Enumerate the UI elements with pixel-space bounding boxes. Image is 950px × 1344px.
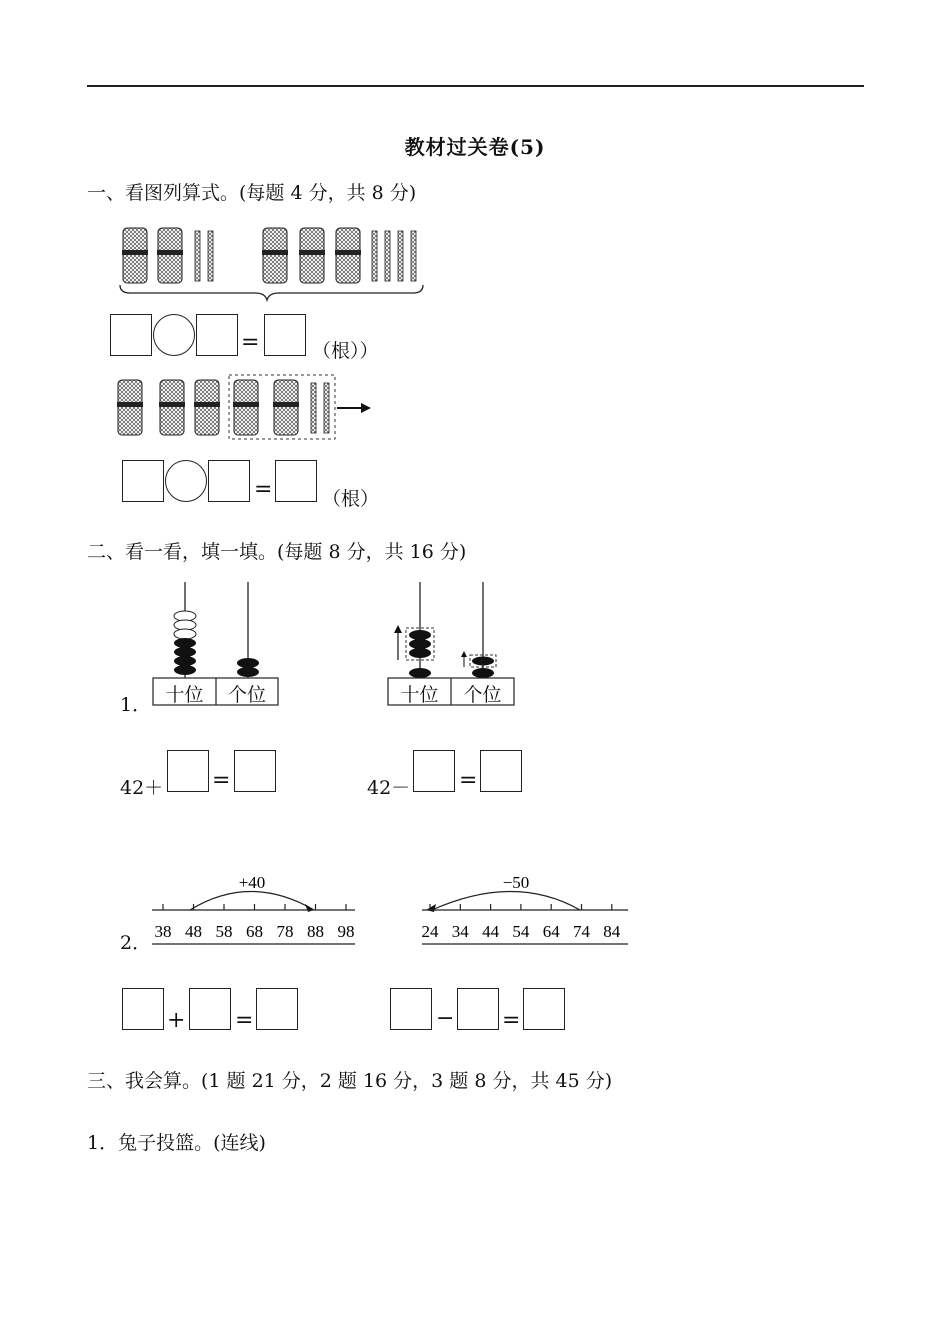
answer-box[interactable] [167, 750, 209, 792]
answer-box[interactable] [122, 988, 164, 1030]
answer-box[interactable] [480, 750, 522, 792]
tick-label: 24 [421, 922, 439, 941]
answer-box[interactable] [122, 460, 164, 502]
question-number: 1． [120, 694, 152, 716]
answer-box[interactable] [457, 988, 499, 1030]
tick-label: 78 [276, 922, 294, 941]
number-line-right [420, 868, 635, 948]
unit-label: （根）） [312, 340, 379, 362]
tens-label: 十位 [165, 684, 204, 706]
section2-heading: 二、看一看，填一填。(每题 8 分，共 16 分) [87, 541, 467, 563]
tick-label: 84 [603, 922, 621, 941]
ones-label: 个位 [463, 684, 502, 706]
question-number: 2． [120, 932, 152, 954]
answer-box[interactable] [196, 314, 238, 356]
tick-label: 98 [337, 922, 355, 941]
tick-label: 44 [482, 922, 500, 941]
answer-box[interactable] [189, 988, 231, 1030]
number-line-left [150, 868, 360, 948]
section1-heading: 一、看图列算式。(每题 4 分，共 8 分) [87, 182, 417, 204]
answer-box[interactable] [256, 988, 298, 1030]
tick-label: 34 [451, 922, 469, 941]
tick-label: 88 [307, 922, 324, 941]
answer-box[interactable] [275, 460, 317, 502]
number-line-label: −50 [502, 873, 530, 892]
tick-label: 54 [512, 922, 530, 941]
operator-circle[interactable] [153, 314, 195, 356]
expression-prefix: 42＋ [120, 777, 164, 799]
answer-box[interactable] [110, 314, 152, 356]
equals-sign: = [502, 1008, 521, 1033]
unit-label: （根） [322, 488, 380, 510]
answer-box[interactable] [413, 750, 455, 792]
equals-sign: = [254, 477, 273, 502]
bundles-picture-2 [115, 373, 395, 448]
answer-box[interactable] [234, 750, 276, 792]
bundles-picture-1 [115, 225, 435, 300]
equals-sign: = [459, 768, 478, 793]
equals-sign: = [212, 768, 231, 793]
operator-circle[interactable] [165, 460, 207, 502]
tick-label: 74 [573, 922, 590, 941]
ones-label: 个位 [227, 684, 266, 706]
expression-prefix: 42－ [367, 777, 411, 799]
section3-heading: 三、我会算。(1 题 21 分，2 题 16 分，3 题 8 分，共 45 分) [87, 1070, 613, 1092]
equals-sign: = [241, 330, 260, 355]
section3-question1: 1．兔子投篮。(连线) [87, 1132, 266, 1154]
plus-sign: + [167, 1008, 186, 1033]
number-line-label: +40 [238, 873, 266, 892]
tick-label: 58 [215, 922, 233, 941]
tick-label: 48 [185, 922, 202, 941]
page-title: 教材过关卷(5) [404, 135, 546, 159]
tens-label: 十位 [400, 684, 439, 706]
tick-label: 64 [542, 922, 560, 941]
top-rule [87, 85, 864, 87]
answer-box[interactable] [208, 460, 250, 502]
tick-label: 68 [246, 922, 263, 941]
answer-box[interactable] [264, 314, 306, 356]
minus-sign: − [436, 1006, 455, 1031]
equals-sign: = [235, 1008, 254, 1033]
answer-box[interactable] [523, 988, 565, 1030]
tick-label: 38 [154, 922, 172, 941]
answer-box[interactable] [390, 988, 432, 1030]
